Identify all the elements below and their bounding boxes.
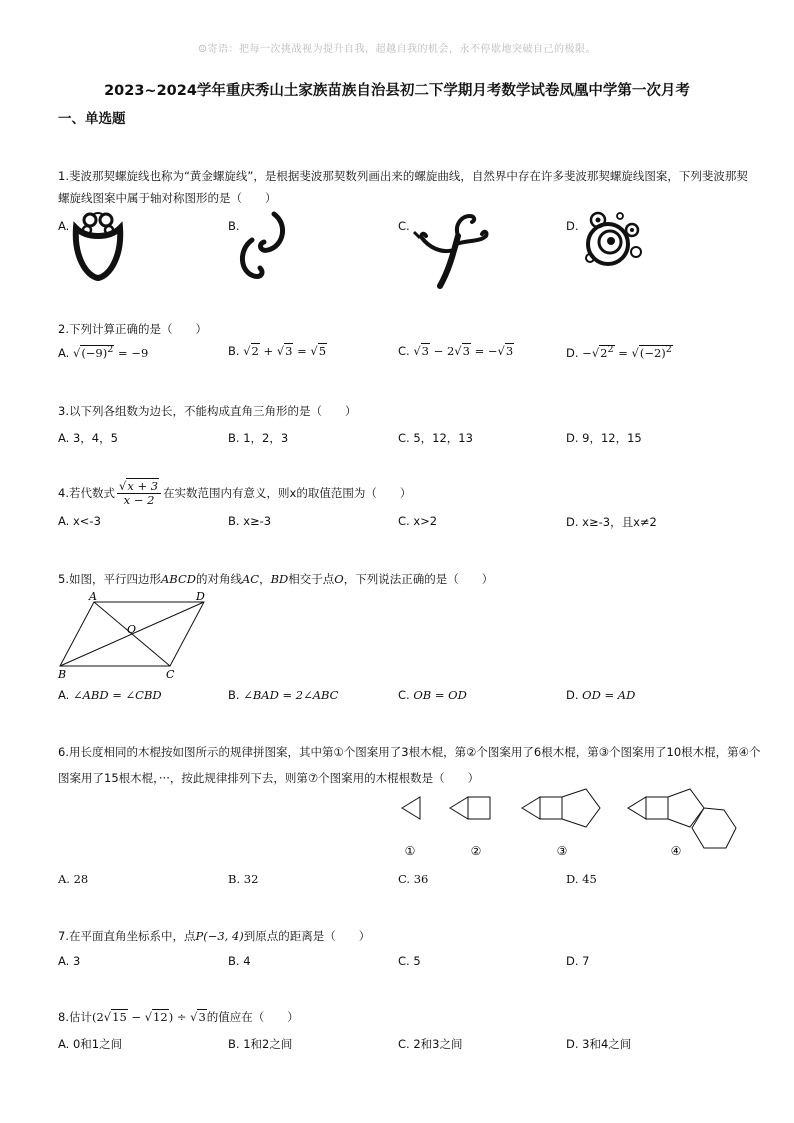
q4-numerator: x + 3 [127, 479, 159, 493]
q3-option-a: A. 3，4，5 [58, 431, 118, 445]
q8-option-a: A. 0和1之间 [58, 1037, 123, 1051]
q5-bd: BD [270, 572, 289, 586]
q2-option-b: B. √2 + √3 = √5 [228, 344, 327, 358]
q2-b-plus: + [259, 344, 277, 358]
q1-stem [58, 165, 748, 209]
q3-option-c: C. 5，12，13 [398, 431, 473, 445]
q3-option-b: B. 1，2，3 [228, 431, 289, 445]
q8-minus: − [127, 1010, 145, 1024]
q2-option-a: A. $√(-9)^2 = -9$ [58, 344, 149, 360]
q1-option-b-label: B. [228, 219, 240, 233]
q5-a-label: A. [58, 688, 70, 702]
q7-pre: 7.在平面直角坐标系中，点 [58, 929, 196, 943]
exam-title: 2023~2024学年重庆秀山土家族苗族自治县初二下学期月考数学试卷凤凰中学第一次月考 [104, 83, 690, 99]
label-O: O [127, 623, 137, 636]
q7-option-a: A. 3 [58, 954, 81, 968]
q1-option-d-label: D. [566, 219, 579, 233]
q2-b-r1: 2 [251, 344, 259, 358]
q1-option-a-label: A. [58, 219, 70, 233]
q5-parallelogram-figure [54, 590, 214, 682]
q2-d-pre: − [582, 345, 592, 360]
q1-figure-c [410, 210, 500, 290]
q5-option-a [58, 688, 162, 702]
q3-stem: 3.以下列各组数为边长，不能构成直角三角形的是（ ） [58, 404, 357, 418]
pattern-4-hexagon [692, 808, 736, 848]
pattern-label-2: ② [470, 844, 482, 858]
q2-a-label: A. [58, 345, 70, 360]
q5-d-expr: OD = AD [582, 688, 636, 702]
q5-c-label: C. [398, 688, 410, 702]
q4-option-b: B. x≥-3 [228, 514, 272, 528]
q2-d-exp1: 2 [607, 344, 614, 355]
q6-stem [58, 741, 760, 789]
q1-option-c-label: C. [398, 219, 410, 233]
q4-post: 在实数范围内有意义，则x的取值范围为（ ） [163, 486, 412, 500]
q2-c-r3: 3 [505, 344, 514, 358]
q5-p4: 相交于点 [288, 572, 335, 586]
q5-p5: ，下列说法正确的是（ ） [343, 572, 494, 586]
q8-pre: 8.估计 [58, 1010, 92, 1024]
label-B: B [58, 668, 67, 681]
q2-d-rad2: (−2) [639, 345, 666, 360]
q2-b-r2: 3 [285, 344, 293, 358]
q5-b-expr: ∠BAD = 2∠ABC [243, 688, 339, 702]
q2-d-rad1: 2 [600, 345, 608, 360]
q4-denominator: x − 2 [123, 493, 155, 507]
q8-option-b: B. 1和2之间 [228, 1037, 293, 1051]
q7-option-b: B. 4 [228, 954, 251, 968]
q4-fraction: $\frac{√x + 3}{x - 2}$ [117, 480, 161, 507]
q6-option-a: A. 28 [58, 872, 89, 886]
q8-r3: 3 [198, 1010, 206, 1024]
pattern-label-4: ④ [670, 844, 682, 858]
label-A: A [89, 590, 97, 603]
q5-c-expr: OB = OD [413, 688, 467, 702]
q6-line2: 图案用了15根木棍，···，按此规律排列下去，则第⑦个图案用的木棍根数是（ ） [58, 771, 480, 785]
q8-option-d: D. 3和4之间 [566, 1037, 632, 1051]
q2-b-r3: 5 [318, 344, 327, 358]
q8-option-c: C. 2和3之间 [398, 1037, 463, 1051]
q2-c-label: C. [398, 344, 410, 358]
q5-abcd: ABCD [160, 572, 196, 586]
pattern-1-triangle [402, 797, 420, 819]
q2-c-mid: − 2 [430, 344, 455, 358]
q4-option-a: A. x<-3 [58, 514, 101, 528]
q7-option-d: D. 7 [566, 954, 590, 968]
q2-a-exp: 2 [107, 344, 114, 355]
q5-p3: ， [259, 572, 271, 586]
q2-d-label: D. [566, 345, 579, 360]
pattern-label-1: ① [404, 844, 416, 858]
q6-pattern-figure [390, 786, 750, 866]
q5-b-label: B. [228, 688, 240, 702]
q6-line1: 6.用长度相同的木棍按如图所示的规律拼图案，其中第①个图案用了3根木棍，第②个图案用了6根木棍，第③个图案用了10根木棍，第④个 [58, 745, 761, 759]
q5-ac: AC [241, 572, 260, 586]
q8-r15: 15 [112, 1010, 127, 1024]
q2-option-c: C. √3 − 2√3 = −√3 [398, 344, 514, 358]
pattern-2-square [468, 797, 490, 819]
q1-line1: 1.斐波那契螺旋线也称为“黄金螺旋线”，是根据斐波那契数列画出来的螺旋曲线，自然界中存在许多斐波那契螺旋线图案，下列斐波那契 [58, 169, 748, 183]
q1-figure-d [580, 208, 644, 270]
q5-option-b [228, 688, 338, 702]
q7-stem [58, 925, 370, 947]
q8-expr-b: ) ÷ [168, 1010, 191, 1024]
q5-p2: 的对角线 [195, 572, 242, 586]
section-title: 一、单选题 [58, 111, 126, 127]
q2-option-d: D. $-√2^2 = √(-2)^2$ [566, 344, 672, 360]
q5-a-expr: ∠ABD = ∠CBD [72, 688, 162, 702]
q2-c-eq: = − [470, 344, 498, 358]
q8-expr-a: (2 [91, 1010, 104, 1024]
q6-option-b: B. 32 [228, 872, 259, 886]
q5-d-label: D. [566, 688, 579, 702]
q7-post: 到原点的距离是（ ） [243, 929, 371, 943]
q2-stem: 2.下列计算正确的是（ ） [58, 322, 207, 336]
q5-stem [58, 568, 493, 590]
q5-option-c [398, 688, 467, 702]
q6-option-d: D. 45 [566, 872, 597, 886]
q3-option-d: D. 9，12，15 [566, 431, 642, 445]
q4-stem [58, 480, 411, 507]
q2-b-eq: = [293, 344, 311, 358]
q2-a-rest: = −9 [114, 345, 149, 360]
motto-line: ☺寄语：把每一次挑战视为提升自我，超越自我的机会，永不停歇地突破自己的极限。 [198, 44, 596, 55]
q4-pre: 4.若代数式 [58, 486, 115, 500]
pattern-label-3: ③ [556, 844, 568, 858]
q8-r12: 12 [153, 1010, 168, 1024]
q7-option-c: C. 5 [398, 954, 421, 968]
q2-c-r2: 3 [462, 344, 470, 358]
q7-point: P(−3, 4) [195, 929, 244, 943]
q8-post: 的值应在（ ） [206, 1010, 299, 1024]
q2-a-radicand: (−9) [81, 345, 108, 360]
q2-d-exp2: 2 [665, 344, 672, 355]
q4-option-c: C. x>2 [398, 514, 438, 528]
q4-option-d: D. x≥-3，且x≠2 [566, 515, 657, 529]
q8-stem: 8.估计(2√15 − √12) ÷ √3的值应在（ ） [58, 1010, 299, 1024]
q1-figure-b [234, 210, 292, 282]
label-C: C [166, 668, 175, 681]
q1-figure-a [70, 206, 126, 282]
q5-option-d [566, 688, 635, 702]
q6-option-c: C. 36 [398, 872, 429, 886]
q5-p1: 5.如图，平行四边形 [58, 572, 161, 586]
q1-line2: 螺旋线图案中属于轴对称图形的是（ ） [58, 191, 277, 205]
q2-d-eq: = [614, 345, 632, 360]
q2-b-label: B. [228, 344, 240, 358]
q5-o: O [334, 572, 344, 586]
q2-c-r1: 3 [421, 344, 429, 358]
pattern-3-pentagon [562, 789, 600, 827]
label-D: D [196, 590, 205, 603]
